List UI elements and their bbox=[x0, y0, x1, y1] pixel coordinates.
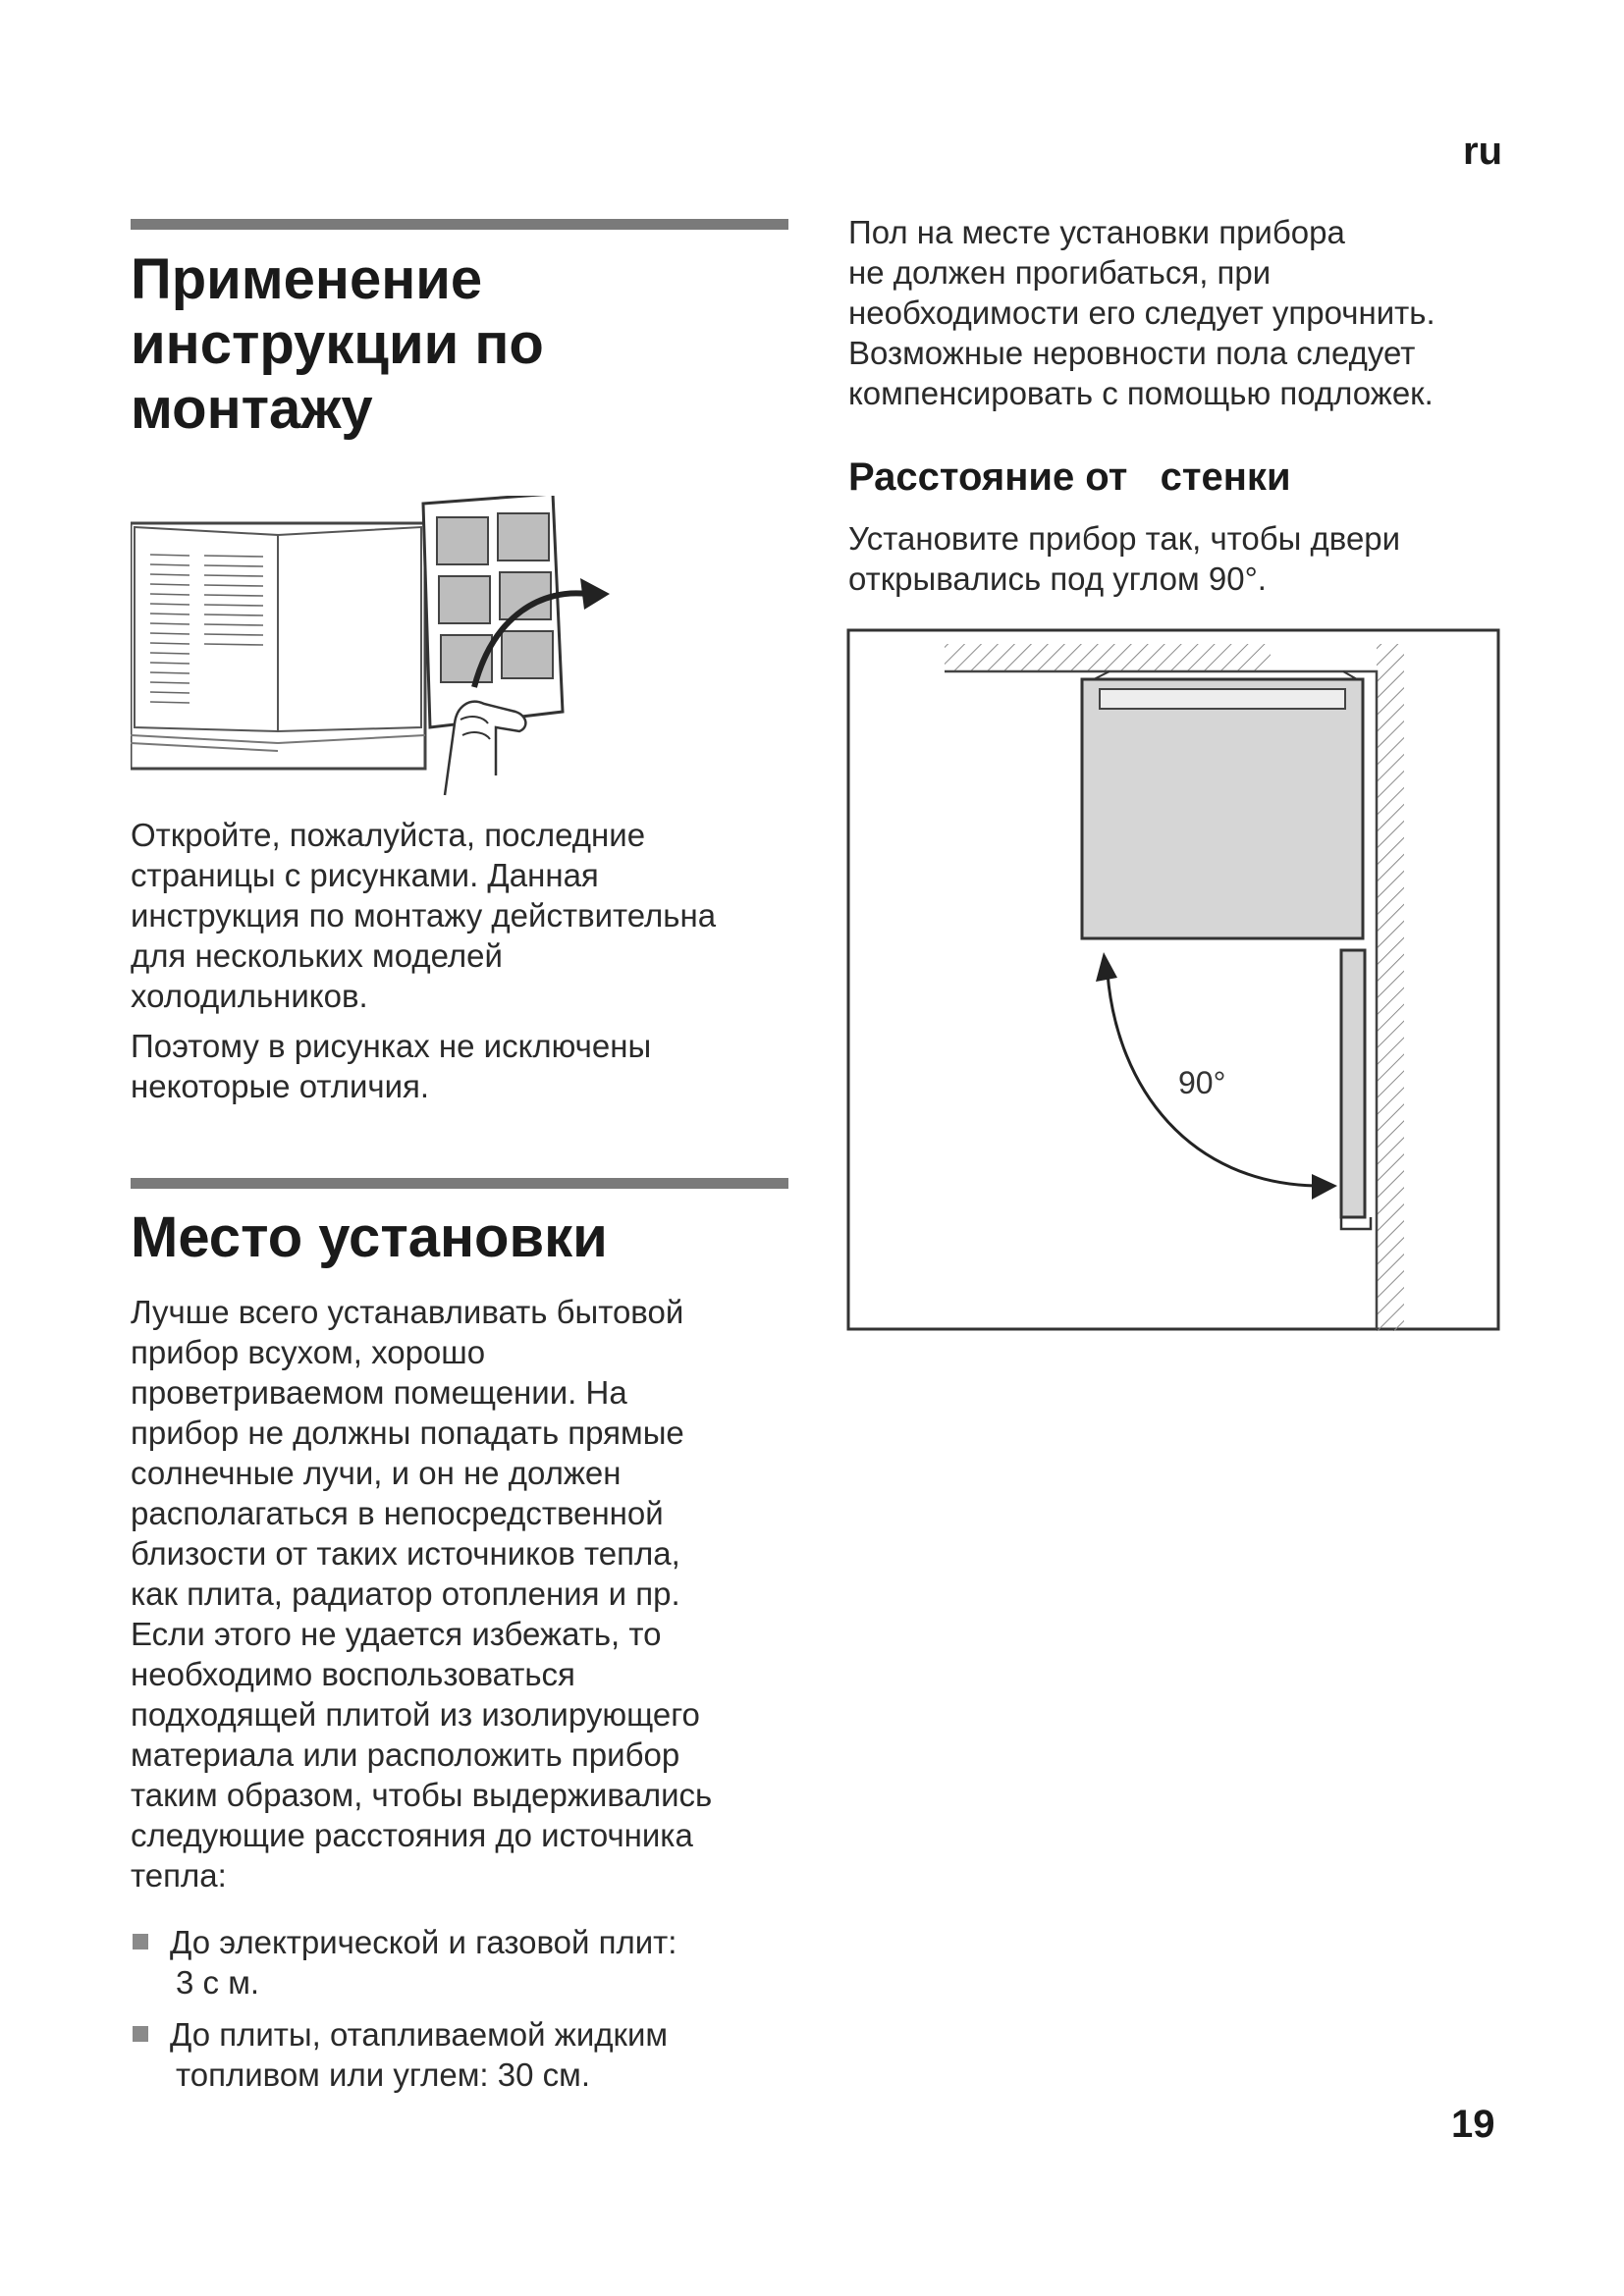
text-line: для нескольких моделей bbox=[131, 937, 503, 974]
list-item bbox=[131, 1922, 798, 2002]
door-handle bbox=[1100, 689, 1345, 709]
text-line: проветриваемом помещении. На bbox=[131, 1374, 627, 1411]
text-line: необходимости его следует упрочнить. bbox=[848, 294, 1435, 331]
text-line: таким образом, чтобы выдерживались bbox=[131, 1777, 713, 1813]
subheading: Расстояние от стенки bbox=[848, 455, 1291, 499]
text-line: располагаться в непосредственной bbox=[131, 1495, 664, 1531]
text-line: необходимо воспользоваться bbox=[131, 1656, 575, 1692]
text-line: как плита, радиатор отопления и пр. bbox=[131, 1575, 680, 1612]
angle-label: 90° bbox=[1178, 1065, 1226, 1100]
text-line: топливом или углем: 30 см. bbox=[176, 2056, 590, 2093]
list-item bbox=[131, 2014, 798, 2095]
section-rule-1 bbox=[131, 219, 788, 230]
refrigerator-body bbox=[1082, 679, 1363, 938]
text-line: компенсировать с помощью подложек. bbox=[848, 375, 1434, 411]
text-line: До электрической и газовой плит: bbox=[170, 1924, 677, 1960]
text-line: следующие расстояния до источника bbox=[131, 1817, 693, 1853]
text-line: холодильников. bbox=[131, 978, 368, 1014]
wall-top bbox=[945, 644, 1271, 671]
text-line: материала или расположить прибор bbox=[131, 1736, 680, 1773]
text-line: прибор всухом, хорошо bbox=[131, 1334, 486, 1370]
paragraph bbox=[131, 815, 788, 1016]
floor-text bbox=[848, 212, 1516, 413]
section1-text bbox=[131, 815, 788, 1106]
title: Место установки bbox=[131, 1205, 608, 1269]
paragraph bbox=[131, 1026, 788, 1106]
title-line: Применение bbox=[131, 247, 483, 311]
page-number: 19 bbox=[1451, 2103, 1495, 2146]
text-line: Пол на месте установки прибора bbox=[848, 214, 1345, 250]
section2-text bbox=[131, 1292, 798, 1896]
distance-list bbox=[131, 1922, 798, 2107]
paragraph bbox=[848, 212, 1516, 413]
text-line: 3 с м. bbox=[176, 1964, 260, 2001]
text-line: До плиты, отапливаемой жидким bbox=[170, 2016, 669, 2053]
text-line: не должен прогибаться, при bbox=[848, 254, 1272, 291]
square-bullet-icon bbox=[133, 1934, 148, 1949]
text-line: страницы с рисунками. Данная bbox=[131, 857, 599, 893]
text-line: некоторые отличия. bbox=[131, 1068, 430, 1104]
text-line: открывались под углом 90°. bbox=[848, 561, 1267, 597]
text-line: тепла: bbox=[131, 1857, 227, 1894]
text-line: Если этого не удается избежать, то bbox=[131, 1616, 662, 1652]
open-manual-illustration bbox=[131, 496, 622, 800]
section-title-1 bbox=[131, 247, 788, 442]
square-bullet-icon bbox=[133, 2026, 148, 2042]
text-line: Поэтому в рисунках не исключены bbox=[131, 1028, 652, 1064]
language-code: ru bbox=[1463, 130, 1502, 173]
text-line: подходящей плитой из изолирующего bbox=[131, 1696, 700, 1733]
wall-distance-text bbox=[848, 518, 1516, 599]
section-title-2 bbox=[131, 1205, 788, 1270]
door-opening-diagram bbox=[846, 628, 1500, 1331]
paragraph bbox=[848, 518, 1516, 599]
paragraph bbox=[131, 1292, 798, 1896]
text-line: Возможные неровности пола следует bbox=[848, 335, 1416, 371]
section-rule-2 bbox=[131, 1178, 788, 1189]
title-line: инструкции по bbox=[131, 312, 544, 376]
text-line: Установите прибор так, чтобы двери bbox=[848, 520, 1401, 557]
wall-distance-heading bbox=[848, 455, 1516, 500]
text-line: прибор не должны попадать прямые bbox=[131, 1415, 684, 1451]
wall-right bbox=[1377, 644, 1404, 1331]
text-line: Лучше всего устанавливать бытовой bbox=[131, 1294, 684, 1330]
open-door bbox=[1341, 950, 1365, 1217]
text-line: инструкция по монтажу действительна bbox=[131, 897, 717, 934]
text-line: солнечные лучи, и он не должен bbox=[131, 1455, 622, 1491]
text-line: близости от таких источников тепла, bbox=[131, 1535, 680, 1572]
text-line: Откройте, пожалуйста, последние bbox=[131, 817, 646, 853]
title-line: монтажу bbox=[131, 377, 373, 441]
